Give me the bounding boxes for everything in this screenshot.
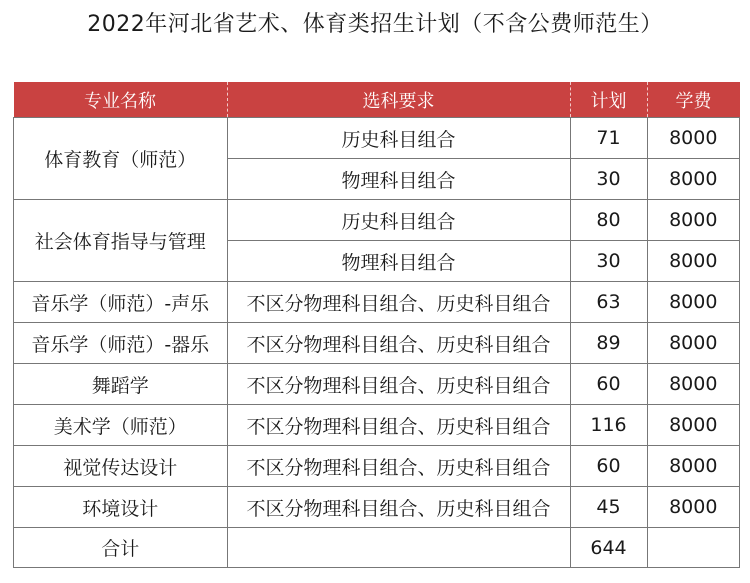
fee-cell: 8000	[647, 118, 740, 159]
enrollment-plan-table	[13, 82, 740, 568]
fee-cell: 8000	[647, 159, 740, 200]
total-plan-cell: 644	[570, 528, 647, 568]
total-requirement-cell	[227, 528, 570, 568]
plan-cell: 60	[570, 364, 647, 405]
plan-cell: 30	[570, 159, 647, 200]
major-cell: 美术学（师范）	[14, 405, 228, 446]
requirement-cell: 不区分物理科目组合、历史科目组合	[227, 364, 570, 405]
plan-cell: 63	[570, 282, 647, 323]
requirement-cell: 不区分物理科目组合、历史科目组合	[227, 323, 570, 364]
table-row	[14, 487, 740, 528]
major-cell: 社会体育指导与管理	[14, 200, 228, 282]
fee-cell: 8000	[647, 323, 740, 364]
table-row	[14, 364, 740, 405]
major-cell: 音乐学（师范）-器乐	[14, 323, 228, 364]
plan-cell: 30	[570, 241, 647, 282]
major-cell: 视觉传达设计	[14, 446, 228, 487]
fee-cell: 8000	[647, 241, 740, 282]
table-row	[14, 405, 740, 446]
requirement-cell: 物理科目组合	[227, 241, 570, 282]
requirement-cell: 历史科目组合	[227, 118, 570, 159]
header-plan: 计划	[570, 82, 647, 118]
table-row	[14, 200, 740, 241]
plan-cell: 89	[570, 323, 647, 364]
fee-cell: 8000	[647, 487, 740, 528]
fee-cell: 8000	[647, 200, 740, 241]
header-major: 专业名称	[14, 82, 228, 118]
major-cell: 体育教育（师范）	[14, 118, 228, 200]
major-cell: 舞蹈学	[14, 364, 228, 405]
table-row	[14, 282, 740, 323]
major-cell: 音乐学（师范）-声乐	[14, 282, 228, 323]
major-cell: 环境设计	[14, 487, 228, 528]
fee-cell: 8000	[647, 282, 740, 323]
fee-cell: 8000	[647, 364, 740, 405]
fee-cell: 8000	[647, 446, 740, 487]
requirement-cell: 不区分物理科目组合、历史科目组合	[227, 446, 570, 487]
table-row	[14, 323, 740, 364]
fee-cell: 8000	[647, 405, 740, 446]
requirement-cell: 历史科目组合	[227, 200, 570, 241]
plan-cell: 71	[570, 118, 647, 159]
requirement-cell: 不区分物理科目组合、历史科目组合	[227, 487, 570, 528]
plan-cell: 60	[570, 446, 647, 487]
requirement-cell: 不区分物理科目组合、历史科目组合	[227, 405, 570, 446]
plan-cell: 45	[570, 487, 647, 528]
requirement-cell: 物理科目组合	[227, 159, 570, 200]
requirement-cell: 不区分物理科目组合、历史科目组合	[227, 282, 570, 323]
page-title: 2022年河北省艺术、体育类招生计划（不含公费师范生）	[87, 12, 663, 37]
total-label-cell: 合计	[14, 528, 228, 568]
table-row	[14, 446, 740, 487]
table-header-row	[14, 82, 740, 118]
total-row	[14, 528, 740, 568]
table-row	[14, 118, 740, 159]
plan-cell: 80	[570, 200, 647, 241]
plan-cell: 116	[570, 405, 647, 446]
header-fee: 学费	[647, 82, 740, 118]
total-fee-cell	[647, 528, 740, 568]
header-requirement: 选科要求	[227, 82, 570, 118]
